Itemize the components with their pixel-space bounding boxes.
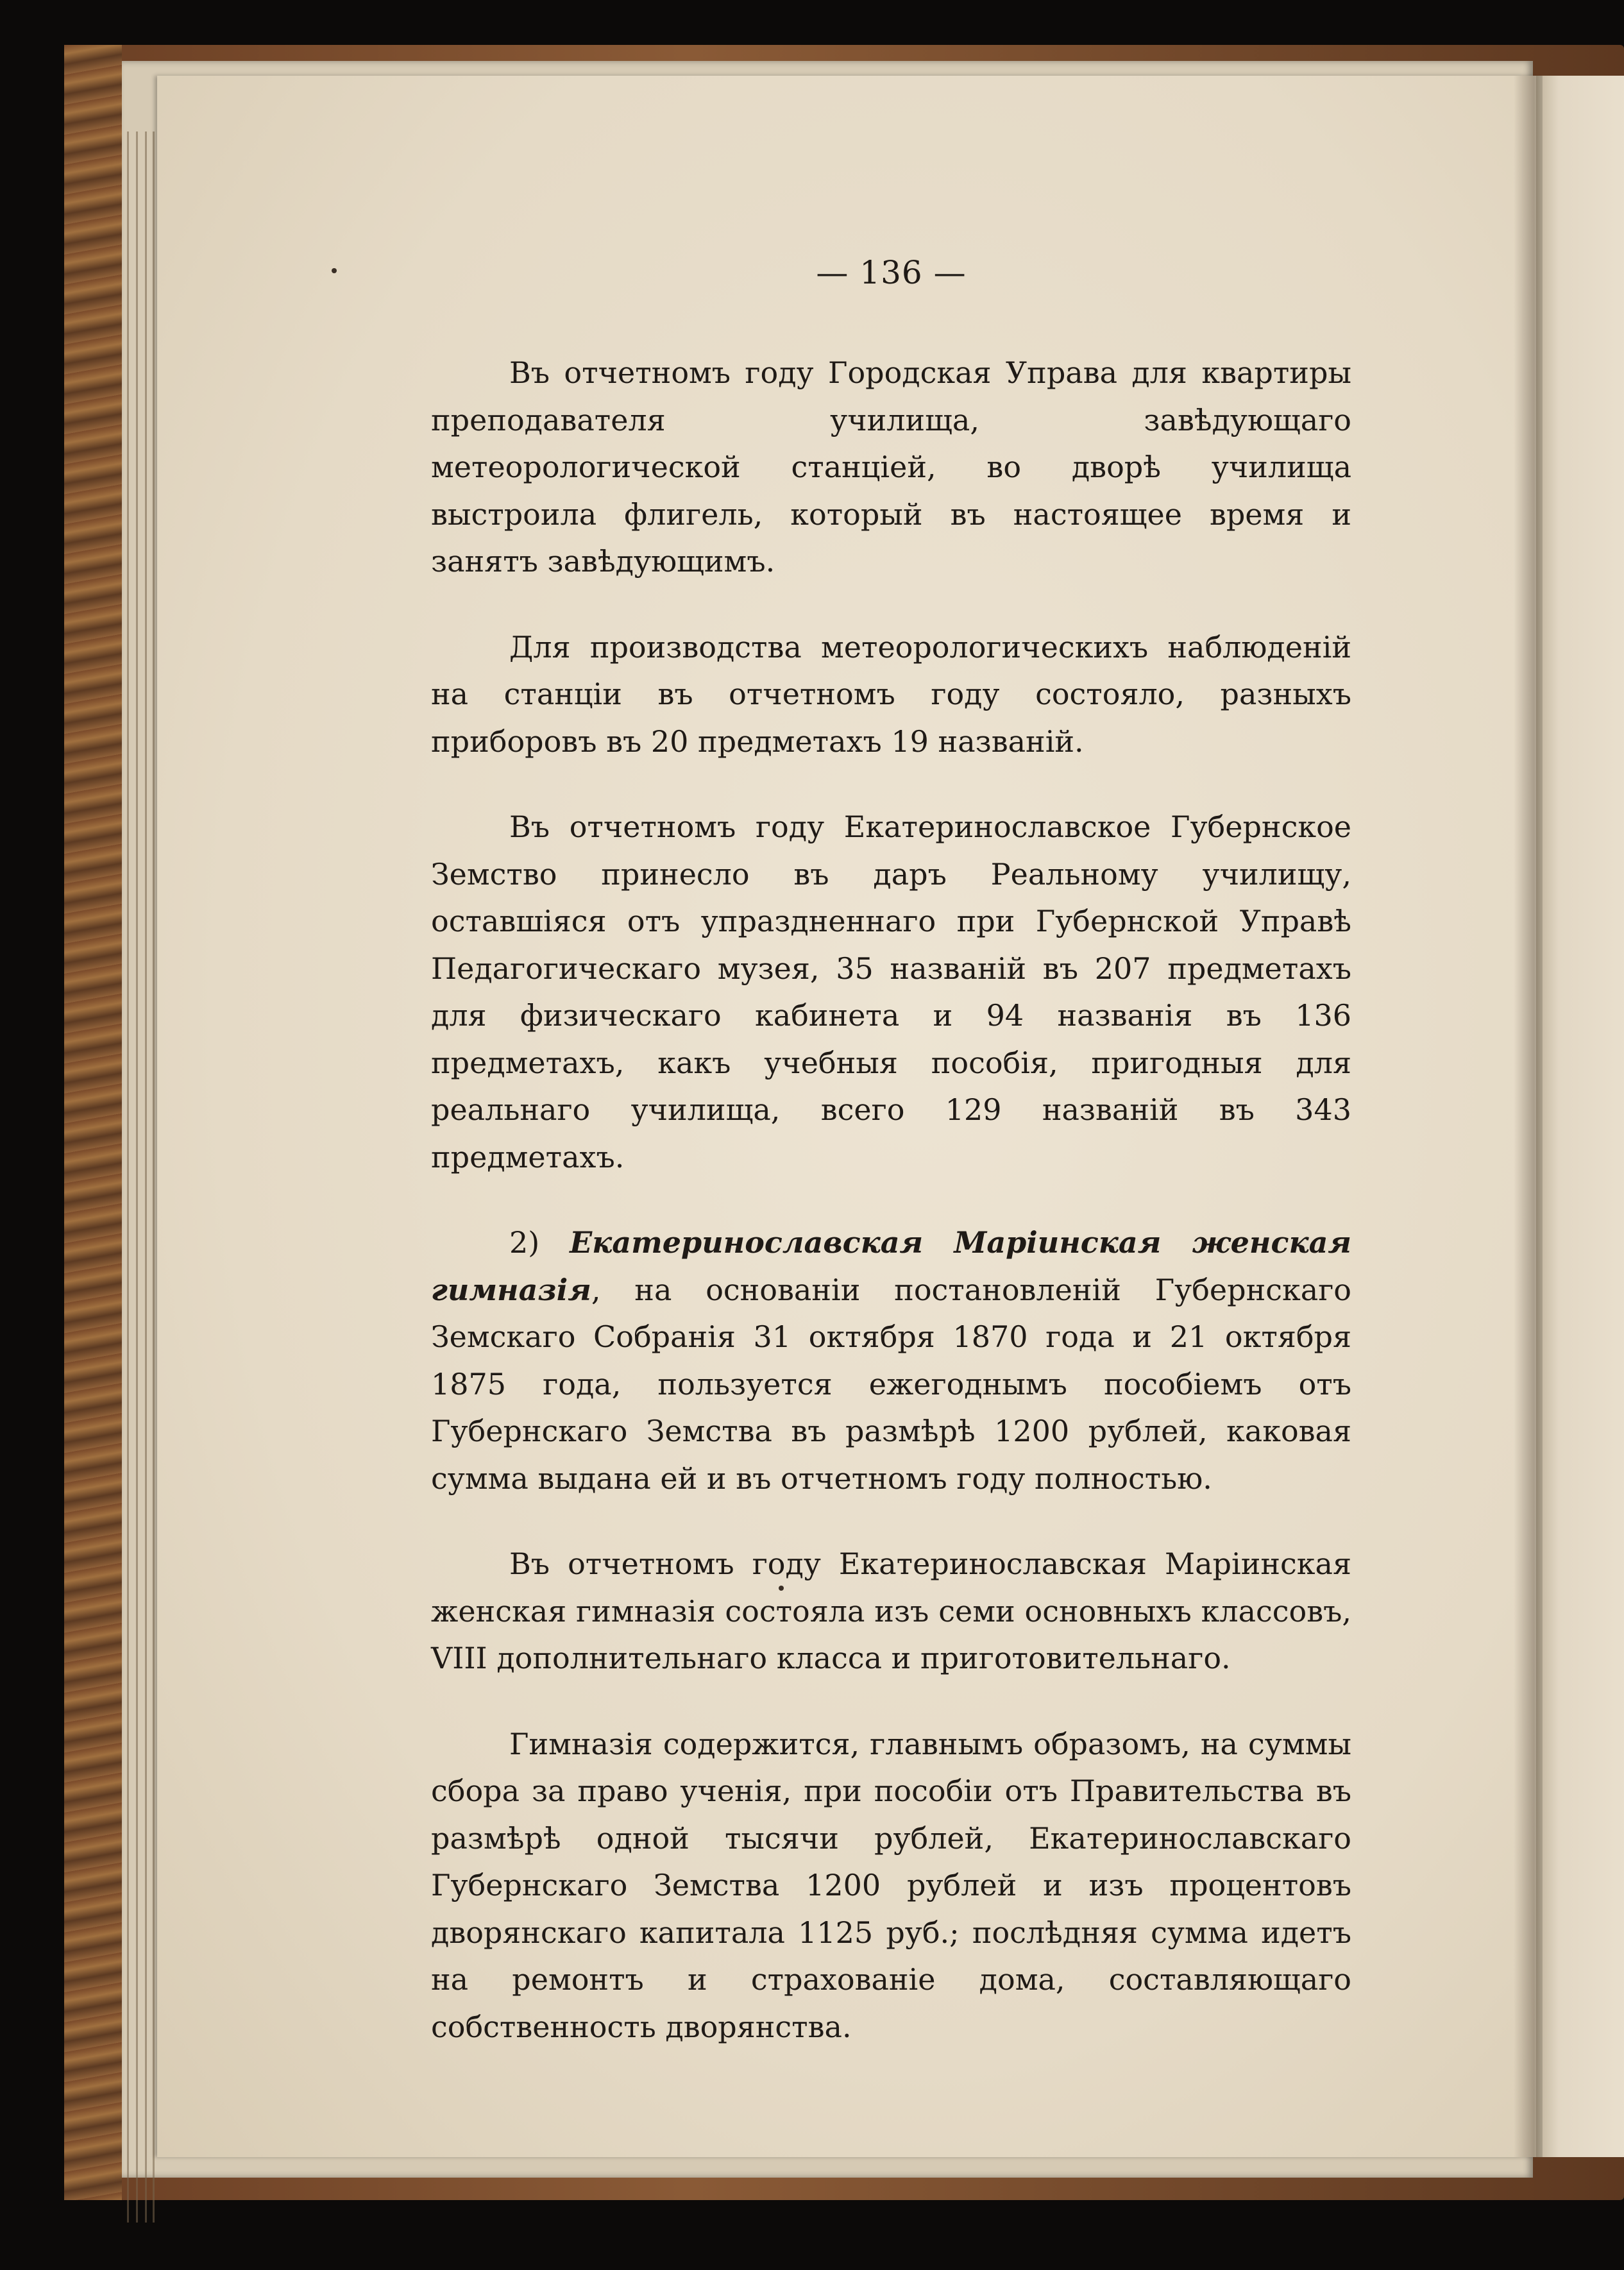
facing-page-edge [1536, 76, 1624, 2157]
page-text [431, 244, 1351, 2089]
page-edge-line [153, 131, 155, 2223]
speck [332, 268, 337, 273]
paragraph-1: Въ отчетномъ году Городская Управа для квартиры преподавателя училища, завѣдующаго метеорологической станціей, во дворѣ училища выстроила флигель, который въ настоящее время и занятъ завѣдующимъ. [431, 355, 1351, 579]
paragraph-4-number: 2) [509, 1225, 570, 1260]
paragraph-4-body: , на основаніи постановленій Губернскаго Земскаго Собранія 31 октября 1870 года и 21 октября 1875 года, пользуется ежегоднымъ пособіемъ отъ Губернскаго Земства въ размѣрѣ 1200 рублей, каковая сумма выдана ей и въ отчетномъ году полностью. [431, 1272, 1351, 1496]
paragraph-3: Въ отчетномъ году Екатеринославское Губернское Земство принесло въ даръ Реальному училищу, оставшіяся отъ упраздненнаго при Губернской Управѣ Педагогическаго музея, 35 названій въ 207 предметахъ для физическаго кабинета и 94 названія въ 136 предметахъ, какъ учебныя пособія, пригодныя для реальнаго училища, всего 129 названій въ 343 предметахъ. [431, 809, 1351, 1174]
page-number: — 136 — [816, 254, 967, 291]
paragraph-4 [431, 1219, 1351, 1502]
section-heading-gymnasium: Екатеринославская Маріинская женская гимназія [431, 1225, 1351, 1307]
page-edge-line [145, 131, 147, 2223]
page-edge-line [136, 131, 138, 2223]
paragraph-2: Для производства метеорологическихъ наблюденій на станціи въ отчетномъ году состояло, разныхъ приборовъ въ 20 предметахъ 19 названій. [431, 629, 1351, 759]
paragraph-6: Гимназія содержится, главнымъ образомъ, на суммы сбора за право ученія, при пособіи отъ Правительства въ размѣрѣ одной тысячи рублей, Екатеринославскаго Губернскаго Земства 1200 рублей и изъ процентовъ дворянскаго капитала 1125 руб.; послѣдняя сумма идетъ на ремонтъ и страхованіе дома, составляющаго собственность дворянства. [431, 1726, 1351, 2044]
page-edge-line [127, 131, 129, 2223]
paragraph-5: Въ отчетномъ году Екатеринославская Маріинская женская гимназія состояла изъ семи основныхъ классовъ, VIII дополнительнаго класса и приготовительнаго. [431, 1546, 1351, 1675]
cover-edge [64, 45, 122, 2200]
gutter-shadow [1514, 76, 1543, 2157]
